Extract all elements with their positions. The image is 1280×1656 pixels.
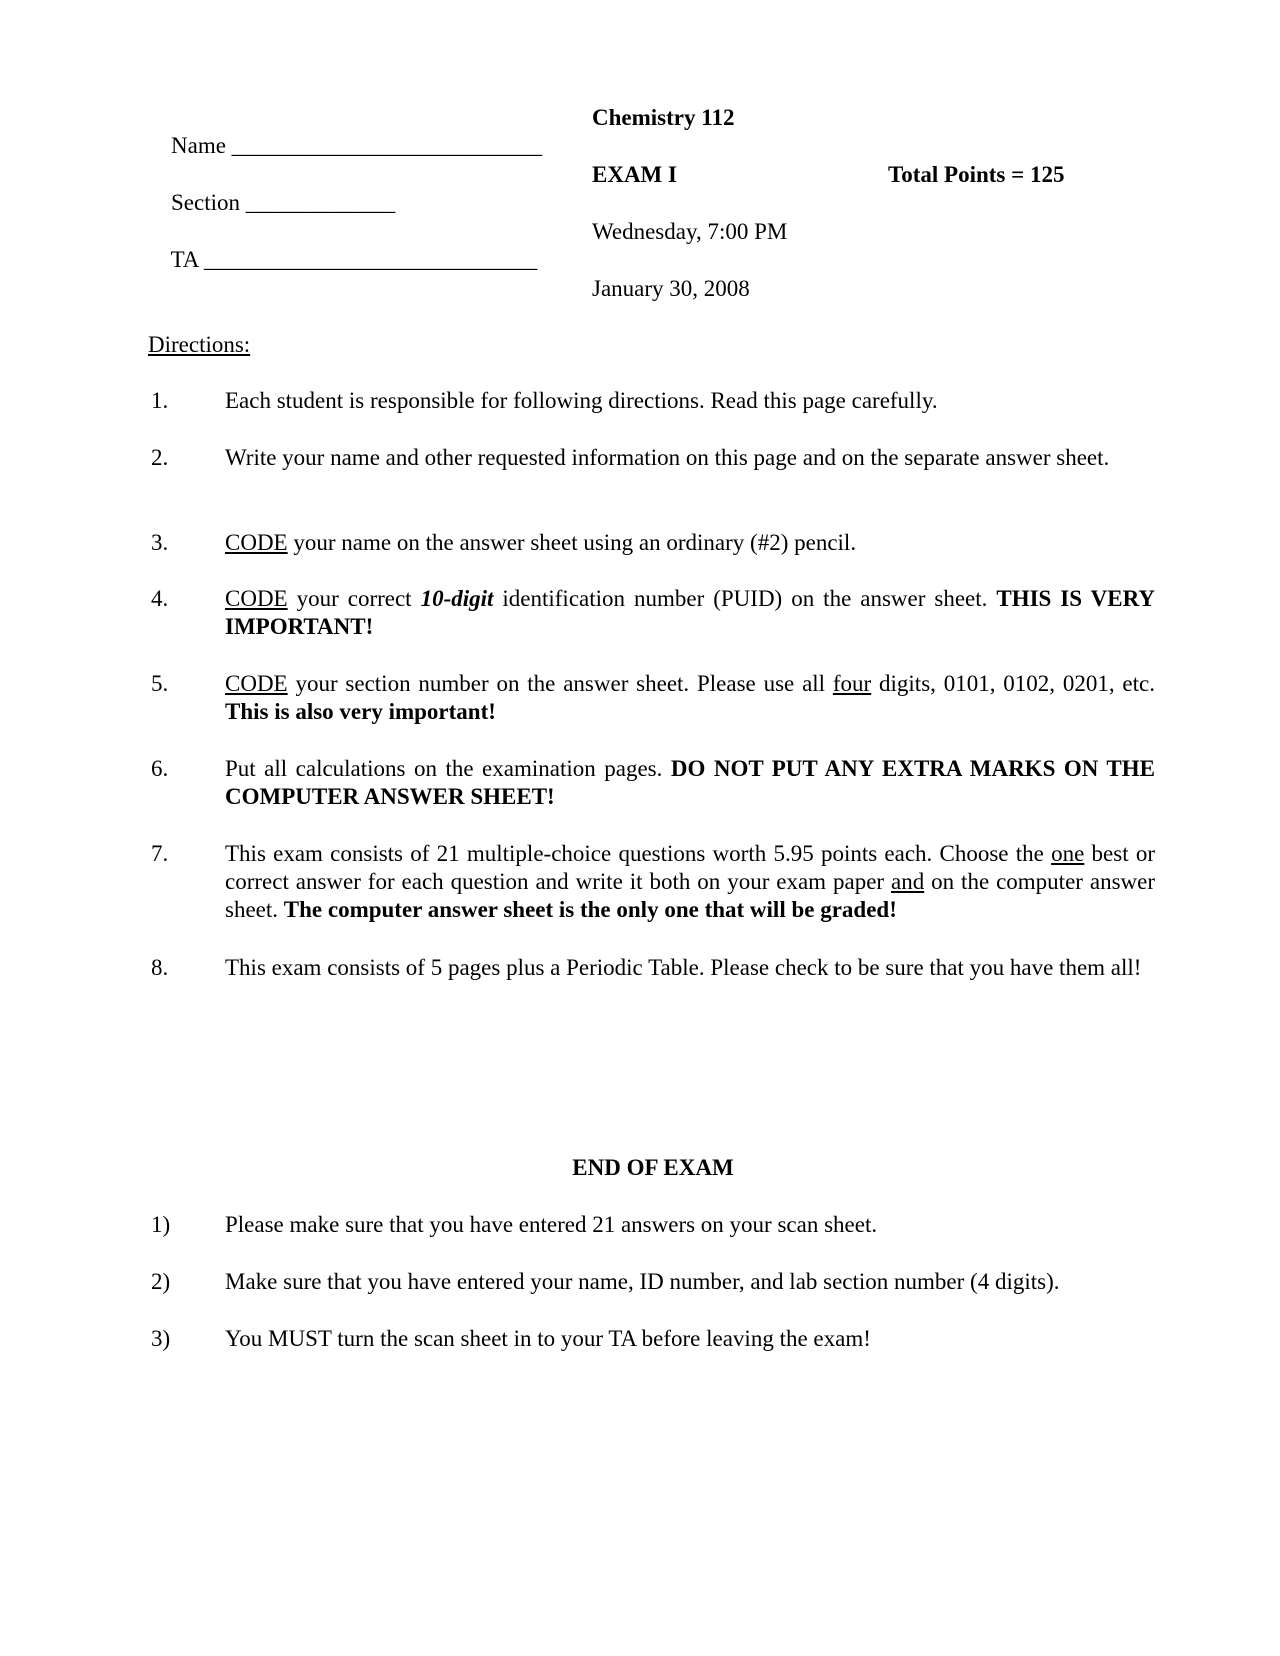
direction-item-7	[225, 840, 1155, 924]
important-note: DO NOT PUT ANY EXTRA MARKS ON THE COMPUTER ANSWER SHEET!	[225, 756, 1155, 809]
direction-text: digits, 0101, 0102, 0201, etc.	[871, 671, 1155, 696]
important-note: The computer answer sheet is the only one that will be graded!	[283, 897, 897, 922]
name-blank: ___________________________	[231, 133, 543, 158]
code-word: CODE	[225, 530, 288, 555]
direction-text: This exam consists of 5 pages plus a Periodic Table. Please check to be sure that you have them all!	[225, 955, 1142, 980]
emphasis-text: 10-digit	[420, 586, 494, 611]
direction-number: 3.	[151, 530, 169, 555]
direction-number: 7.	[151, 841, 169, 866]
direction-text: your section number on the answer sheet. Please use all	[287, 671, 833, 696]
direction-number: 1.	[151, 388, 169, 413]
important-note: THIS IS VERY IMPORTANT!	[225, 586, 1155, 639]
end-item-3: You MUST turn the scan sheet in to your TA before leaving the exam!	[225, 1326, 871, 1351]
direction-item-8	[225, 954, 1155, 982]
direction-item-2	[225, 444, 1155, 472]
underlined-word: four	[832, 671, 872, 696]
directions-heading: Directions:	[148, 332, 251, 357]
direction-item-1	[225, 387, 1155, 415]
direction-text: Each student is responsible for following directions. Read this page carefully.	[225, 388, 938, 413]
direction-number: 8.	[151, 955, 169, 980]
direction-item-6	[225, 755, 1155, 811]
exam-title: EXAM I	[592, 162, 677, 187]
code-word: CODE	[225, 586, 288, 611]
direction-number: 6.	[151, 756, 169, 781]
underlined-word: and	[891, 869, 925, 894]
ta-field	[148, 218, 537, 302]
direction-number: 5.	[151, 671, 169, 696]
direction-text: identification number (PUID) on the answer sheet.	[493, 586, 997, 611]
end-item-1: Please make sure that you have entered 21 answers on your scan sheet.	[225, 1212, 878, 1237]
course-title: Chemistry 112	[592, 105, 735, 130]
end-item-number: 1)	[151, 1212, 171, 1237]
direction-text: your correct	[287, 586, 421, 611]
ta-blank: _____________________________	[203, 247, 538, 272]
direction-text: best or correct answer for each question and write it both on your exam paper	[225, 841, 1155, 894]
name-label: Name	[171, 133, 226, 158]
section-label: Section	[171, 190, 240, 215]
exam-date: January 30, 2008	[592, 276, 750, 301]
direction-text: Write your name and other requested information on this page and on the separate answer sheet.	[225, 445, 1110, 470]
ta-label: TA	[170, 247, 199, 272]
end-item-number: 2)	[151, 1269, 171, 1294]
direction-text: on the computer answer sheet.	[225, 869, 1155, 922]
direction-number: 2.	[151, 445, 169, 470]
exam-day-time: Wednesday, 7:00 PM	[592, 219, 788, 244]
direction-text: This exam consists of 21 multiple-choice questions worth 5.95 points each. Choose the	[225, 841, 1052, 866]
total-points: Total Points = 125	[888, 162, 1065, 187]
underlined-word: one	[1051, 841, 1085, 866]
direction-text: Put all calculations on the examination pages.	[225, 756, 671, 781]
end-of-exam-heading: END OF EXAM	[572, 1155, 734, 1180]
important-note: This is also very important!	[225, 699, 496, 724]
direction-item-5	[225, 670, 1155, 726]
section-blank: _____________	[245, 190, 396, 215]
direction-text: your name on the answer sheet using an ordinary (#2) pencil.	[287, 530, 857, 555]
end-item-number: 3)	[151, 1326, 171, 1351]
direction-item-3	[225, 529, 1155, 557]
direction-number: 4.	[151, 586, 169, 611]
end-item-2: Make sure that you have entered your name, ID number, and lab section number (4 digits).	[225, 1269, 1060, 1294]
direction-item-4	[225, 585, 1155, 641]
code-word: CODE	[225, 671, 288, 696]
